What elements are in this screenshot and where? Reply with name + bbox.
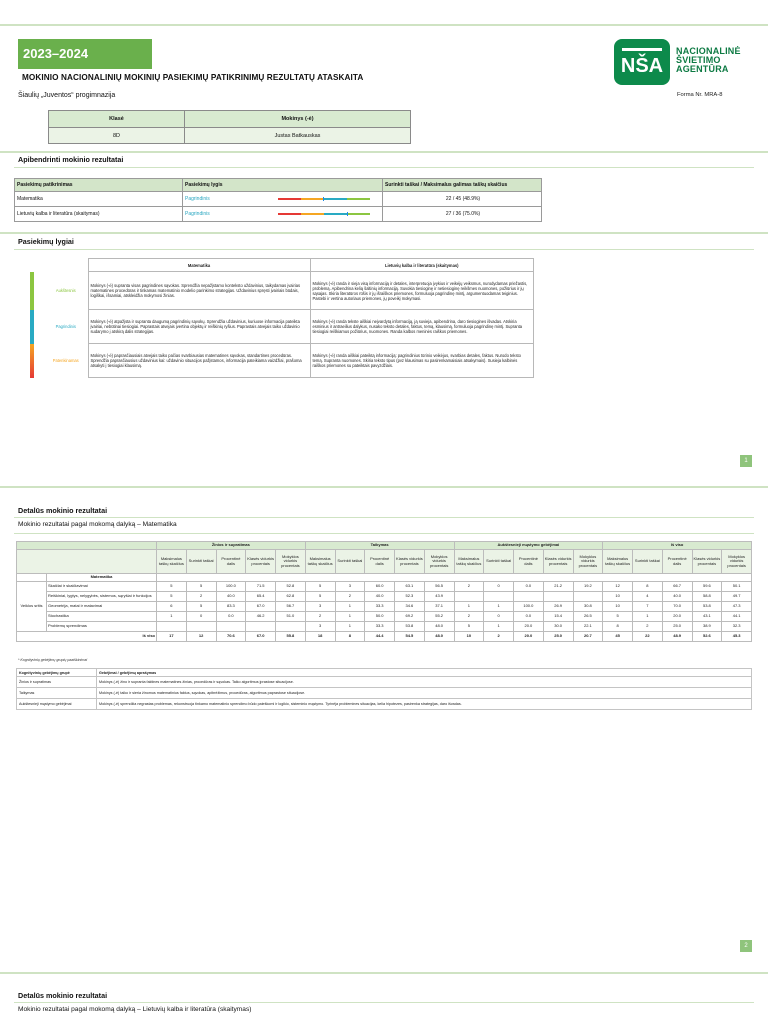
subcolumn-header: Mokyklos vidurkis procentais xyxy=(424,550,454,574)
total-label: Iš viso xyxy=(17,632,157,642)
agency-name-line-3: AGENTŪRA xyxy=(676,64,729,74)
details-heading: Detalūs mokinio rezultatai xyxy=(18,506,108,515)
table-cell: 33.3 xyxy=(365,622,395,632)
top-divider xyxy=(0,24,768,26)
level-math-desc: Mokinys (-ė) atpažįsta ir supranta daugumą pagrindinių sąvokų. Sprendžia uždavinius, kuriuose informacija pateikta įvairiai, nebūtinai tiesiogiai. Paprastais atvejais įvertina objektų ir reiškinių ryšius. Paprastais atvejais taiko uždavinio sudarymo į atskirą dalis strategijas. xyxy=(88,310,310,344)
table-cell: 70.0 xyxy=(662,602,692,612)
table-cell: 38.9 xyxy=(692,622,722,632)
subcolumn-header: Klasės vidurkis procentais xyxy=(395,550,425,574)
page-number: 2 xyxy=(740,940,752,952)
table-cell: 46.2 xyxy=(246,612,276,622)
agency-name xyxy=(676,47,741,74)
summary-level-cell xyxy=(183,207,383,222)
table-cell: 37.1 xyxy=(424,602,454,612)
section-divider xyxy=(0,972,768,974)
subject-row-fill xyxy=(157,574,752,582)
table-cell: 22.1 xyxy=(573,622,603,632)
table-cell: 83.3 xyxy=(216,602,246,612)
table-cell: 10 xyxy=(603,592,633,602)
details-subheading: Mokinio rezultatai pagal mokomą dalyką – Matematika xyxy=(18,521,177,528)
table-cell: 1 xyxy=(633,612,663,622)
table-cell: 30.0 xyxy=(543,622,573,632)
table-cell: 12 xyxy=(603,582,633,592)
level-name: Patenkinamas xyxy=(52,358,79,363)
table-cell: 33.3 xyxy=(365,602,395,612)
subcolumn-header: Maksimalus taškų skaičius xyxy=(157,550,187,574)
summary-heading: Apibendrinti mokinio rezultatai xyxy=(18,155,124,164)
table-cell xyxy=(543,592,573,602)
math-details-table xyxy=(16,541,752,642)
table-cell: 2 xyxy=(633,622,663,632)
summary-score: 22 / 45 (48.9%) xyxy=(383,192,542,207)
level-segment xyxy=(347,198,370,200)
legend-row xyxy=(17,688,752,699)
subcolumn-header: Maksimalus taškų skaičius xyxy=(454,550,484,574)
table-cell: 63.1 xyxy=(395,582,425,592)
table-cell: 65.4 xyxy=(246,592,276,602)
cognitive-legend-table xyxy=(16,668,752,710)
group-header: Aukštesnieji mąstymo gebėjimai xyxy=(454,542,603,550)
subcolumn-header: Mokyklos vidurkis procentais xyxy=(573,550,603,574)
table-cell xyxy=(454,592,484,602)
section-divider xyxy=(0,486,768,488)
level-segment xyxy=(278,198,301,200)
table-cell: 19.2 xyxy=(573,582,603,592)
level-progress-bar xyxy=(278,198,370,200)
table-cell: 5 xyxy=(305,592,335,602)
levels-heading: Pasiekimų lygiai xyxy=(18,237,74,246)
year-badge: 2023–2024 xyxy=(18,39,152,69)
table-cell: 1 xyxy=(157,612,187,622)
table-cell xyxy=(276,622,306,632)
legend-group: Žinios ir supratimas xyxy=(17,677,97,688)
summary-level: Pagrindinis xyxy=(185,211,210,217)
table-cell: 2 xyxy=(335,592,365,602)
table-cell: 56.7 xyxy=(276,602,306,612)
table-cell xyxy=(246,622,276,632)
group-header: Taikymas xyxy=(305,542,454,550)
subject-row-spacer xyxy=(17,574,47,582)
summary-col-test: Pasiekimų patikrinimas xyxy=(15,179,183,192)
table-cell: 59.6 xyxy=(692,582,722,592)
level-lit-desc: Mokinys (-ė) randa ir sieja visą informaciją ir detales, interpretuoja įvykius ir veikėjų veiksmus, nurodydamas priežastis, problemą. Apibendrina kelią šaltinių informaciją. Suvokia tiesioginę ir netiesioginę reikšmes nuomones, požiūrius ir jų sąsajas. Skiria literatūros rūšis ir jų išraiškos priemones, formuluoja pagrindinę mintį, argumentuodamas teiginius. Pastebi ir vertina autoriaus priemones, jų poveikį mokymasi. xyxy=(310,272,534,310)
total-cell: 70.6 xyxy=(216,632,246,642)
table-cell: 1 xyxy=(484,622,514,632)
total-cell: 18 xyxy=(305,632,335,642)
table-cell: 4 xyxy=(633,592,663,602)
table-cell: 53.8 xyxy=(395,622,425,632)
total-cell: 8 xyxy=(335,632,365,642)
table-row xyxy=(17,612,752,622)
class-header: Klasė xyxy=(49,111,185,128)
section-divider xyxy=(0,151,768,153)
table-cell: 52.3 xyxy=(395,592,425,602)
table-cell: 2 xyxy=(454,612,484,622)
subcolumn-header: Procentinė dalis xyxy=(662,550,692,574)
summary-level-cell xyxy=(183,192,383,207)
subcolumn-header: Maksimalus taškų skaičius xyxy=(603,550,633,574)
student-table xyxy=(48,110,411,144)
details-heading-rule xyxy=(14,517,754,518)
table-cell: 0 xyxy=(186,612,216,622)
table-cell: 43.1 xyxy=(692,612,722,622)
total-cell: 48.0 xyxy=(424,632,454,642)
table-cell: 53.8 xyxy=(692,602,722,612)
level-math-desc: Mokinys (-ė) paprasčiausiais atvejais taiko pačias svarbiausias matematines sąvokas, standartines procedūras. Sprendžia paprasčiausius uždavinius kai: uždavinio situacijos pažįstamos, informacija pateikiama vaizdžiai, prašoma atsakyti į tiesiogiai klausimą. xyxy=(88,344,310,378)
level-segment xyxy=(301,198,324,200)
table-cell: 40.0 xyxy=(365,592,395,602)
subcolumn-header: Surinkti taškai xyxy=(335,550,365,574)
table-cell: 100.0 xyxy=(216,582,246,592)
row-name: Stochastika xyxy=(47,612,157,622)
table-cell: 1 xyxy=(335,612,365,622)
legend-row xyxy=(17,699,752,710)
agency-name-line-2: ŠVIETIMO xyxy=(676,55,721,65)
table-cell xyxy=(216,622,246,632)
level-row xyxy=(44,344,534,378)
level-marker xyxy=(323,197,324,201)
table-cell: 26.9 xyxy=(543,602,573,612)
level-segment xyxy=(301,213,324,215)
table-cell: 67.0 xyxy=(246,602,276,612)
level-strip-basic xyxy=(30,310,34,344)
report-title: MOKINIO NACIONALINIŲ MOKINIŲ PASIEKIMŲ PATIKRINIMŲ REZULTATŲ ATASKAITA xyxy=(22,73,364,82)
table-cell: 66.7 xyxy=(662,582,692,592)
table-cell: 30.8 xyxy=(573,602,603,612)
legend-group: Aukštesnieji mąstymo gebėjimai xyxy=(17,699,97,710)
page-number: 1 xyxy=(740,455,752,467)
total-cell: 20.0 xyxy=(514,632,544,642)
group-corner xyxy=(17,542,157,550)
table-cell: 20.0 xyxy=(514,622,544,632)
total-cell: 10 xyxy=(454,632,484,642)
table-cell: 58.8 xyxy=(692,592,722,602)
level-lit-desc: Mokinys (-ė) randa aiškiai pateiktą informaciją: pagrindinius tūrinio veikėjus, svarbias detales, faktus. Nurodo teksto temą. Supranta nuomones. Skiria teksto tipus (pvz klausimas su pasirenkamaisiais atsakymais). Susieja kalbinės raiškos priemones su pateiktais pavyzdžiais. xyxy=(310,344,534,378)
table-cell: 1 xyxy=(335,622,365,632)
subject-label: Matematika xyxy=(47,574,157,582)
table-cell: 1 xyxy=(484,602,514,612)
subject-row xyxy=(17,574,752,582)
level-name: Pagrindinis xyxy=(55,324,76,329)
row-name: Skaičiai ir skaičiavimai xyxy=(47,582,157,592)
legend-desc: Mokinys (-ė) sprendžia negrastas problemas, rekonstruoja tinkamo matematinio sprendimo būdo paieškomi ir logikio, sisteminio mąstymo. Tyrinėja problemines situacijas, kelia hipotezes, pasirenka strategijas, daro išvadas. xyxy=(97,699,752,710)
total-cell: 20.7 xyxy=(573,632,603,642)
total-cell: 25.0 xyxy=(543,632,573,642)
total-cell: 12 xyxy=(186,632,216,642)
level-segment xyxy=(324,198,347,200)
table-cell: 5 xyxy=(603,612,633,622)
total-row xyxy=(17,632,752,642)
summary-col-score: Surinkti taškai / Maksimalus galimas taškų skaičius xyxy=(383,179,542,192)
level-marker xyxy=(347,212,348,216)
table-cell: 43.9 xyxy=(424,592,454,602)
level-name: Aukštesnis xyxy=(55,288,76,293)
nsa-logo xyxy=(614,39,670,85)
subcolumn-header: Surinkti taškai xyxy=(484,550,514,574)
table-cell: 5 xyxy=(454,622,484,632)
table-cell: 6 xyxy=(157,602,187,612)
table-cell: 44.1 xyxy=(722,612,752,622)
subcolumn-header-row xyxy=(17,550,752,574)
total-cell: 67.0 xyxy=(246,632,276,642)
subcolumn-header: Klasės vidurkis procentais xyxy=(246,550,276,574)
table-cell: 5 xyxy=(186,582,216,592)
table-cell: 2 xyxy=(186,592,216,602)
table-cell: 1 xyxy=(454,602,484,612)
subcolumn-header: Maksimalus taškų skaičius xyxy=(305,550,335,574)
table-cell: 40.0 xyxy=(216,592,246,602)
school-name: Šiaulių „Juventos“ progimnazija xyxy=(18,92,116,99)
subcolumn-header: Mokyklos vidurkis procentais xyxy=(722,550,752,574)
level-strip-high xyxy=(30,272,34,310)
table-cell: 0.0 xyxy=(216,612,246,622)
legend-row xyxy=(17,677,752,688)
table-cell: 8 xyxy=(633,582,663,592)
table-cell: 5 xyxy=(157,592,187,602)
summary-score: 27 / 36 (75.0%) xyxy=(383,207,542,222)
summary-subject: Lietuvių kalba ir literatūra (skaitymas) xyxy=(15,207,183,222)
total-cell: 48.9 xyxy=(662,632,692,642)
legend-col-group: Kognityvinių gebėjimų grupė xyxy=(17,669,97,677)
row-name: Geometrija, matai ir matavimai xyxy=(47,602,157,612)
level-lit-desc: Mokinys (-ė) randa tekste aiškiai neįvardytą informaciją, ją suvieja, apibendrina, daro tiesiogines išvadas. Atskiria esminius ir antraeilius dalykus, nusako teksto detales, faktus, temą, klausimą, formuluoja pagrindinę mintį. Supranta tiesiogiai reiškiamus požiūrius, nuomones. Randa kalbos meninės raiškos priemones. xyxy=(310,310,534,344)
levels-corner xyxy=(44,259,88,272)
table-cell: 0.0 xyxy=(514,582,544,592)
table-cell: 1 xyxy=(335,602,365,612)
total-cell: 44.4 xyxy=(365,632,395,642)
table-cell: 32.3 xyxy=(722,622,752,632)
form-number: Forma Nr. MRA-8 xyxy=(677,92,723,98)
table-cell xyxy=(514,592,544,602)
table-cell: 71.5 xyxy=(246,582,276,592)
total-cell: 22 xyxy=(633,632,663,642)
total-cell: 52.6 xyxy=(692,632,722,642)
table-cell: 48.0 xyxy=(424,622,454,632)
legend-col-desc: Gebėjimai / gebėjimų aprašymas xyxy=(97,669,752,677)
subcolumn-header: Mokyklos vidurkis procentais xyxy=(276,550,306,574)
summary-subject: Matematika xyxy=(15,192,183,207)
level-segment xyxy=(278,213,301,215)
subcolumn-header: Procentinė dalis xyxy=(216,550,246,574)
level-strip-satisfactory xyxy=(30,344,34,378)
table-cell: 60.0 xyxy=(365,582,395,592)
details2-subheading: Mokinio rezultatai pagal mokomą dalyką – Lietuvių kalba ir literatūra (skaitymas) xyxy=(18,1006,252,1013)
legend-desc: Mokinys (-ė) žino ir supranta faktines matematines žinias, procedūras ir sąvokas. Taiko algoritmus įprastose situacijose. xyxy=(97,677,752,688)
subcolumn-header: Procentinė dalis xyxy=(514,550,544,574)
summary-row xyxy=(15,207,542,222)
level-segment xyxy=(324,213,347,215)
class-value: 8D xyxy=(49,128,185,144)
table-cell: 100.0 xyxy=(514,602,544,612)
table-cell: 5 xyxy=(305,582,335,592)
table-cell: 3 xyxy=(335,582,365,592)
table-cell: 0.0 xyxy=(514,612,544,622)
summary-heading-rule xyxy=(14,167,754,168)
table-cell: 8 xyxy=(603,622,633,632)
total-cell: 55.8 xyxy=(276,632,306,642)
levels-col-math: Matematika xyxy=(88,259,310,272)
table-cell: 51.0 xyxy=(276,612,306,622)
level-progress-bar xyxy=(278,213,370,215)
table-cell xyxy=(573,592,603,602)
table-cell: 25.0 xyxy=(662,622,692,632)
table-cell: 55.2 xyxy=(424,612,454,622)
table-cell: 5 xyxy=(157,582,187,592)
nsa-logo-mark-icon xyxy=(614,39,670,85)
table-cell: 47.3 xyxy=(722,602,752,612)
group-header: Žinios ir supratimas xyxy=(157,542,306,550)
table-cell: 5 xyxy=(186,602,216,612)
table-cell: 34.6 xyxy=(395,602,425,612)
details2-heading: Detalūs mokinio rezultatai xyxy=(18,991,108,1000)
table-cell: 21.2 xyxy=(543,582,573,592)
subcolumn-header: Klasės vidurkis procentais xyxy=(692,550,722,574)
total-cell: 2 xyxy=(484,632,514,642)
total-cell: 17 xyxy=(157,632,187,642)
legend-group: Taikymas xyxy=(17,688,97,699)
table-cell: 52.8 xyxy=(276,582,306,592)
legend-desc: Mokinys (-ė) taiko ir sieria žinomus matematinius faktus, sąvokas, apibrėžimus, procedūras, algoritmus paprastose situacijose. xyxy=(97,688,752,699)
total-cell: 45.3 xyxy=(722,632,752,642)
svg-text:NŠA: NŠA xyxy=(620,55,664,77)
table-cell: 50.1 xyxy=(722,582,752,592)
table-cell xyxy=(484,592,514,602)
table-cell: 50.0 xyxy=(365,612,395,622)
table-cell: 3 xyxy=(305,602,335,612)
table-cell: 69.2 xyxy=(395,612,425,622)
subcolumn-header: Surinkti taškai xyxy=(186,550,216,574)
table-cell: 0 xyxy=(484,582,514,592)
summary-row xyxy=(15,192,542,207)
agency-name-line-1: NACIONALINĖ xyxy=(676,46,741,56)
table-cell: 62.8 xyxy=(276,592,306,602)
table-row xyxy=(17,622,752,632)
table-cell: 26.5 xyxy=(573,612,603,622)
footnote: * Kognityvinių gebėjimų grupių paaiškinimai xyxy=(18,658,88,662)
table-cell: 40.0 xyxy=(662,592,692,602)
table-cell: 2 xyxy=(454,582,484,592)
table-row xyxy=(17,602,752,612)
summary-level: Pagrindinis xyxy=(185,196,210,202)
total-cell: 45 xyxy=(603,632,633,642)
subcolumn-header: Klasės vidurkis procentais xyxy=(543,550,573,574)
levels-heading-rule xyxy=(14,249,754,250)
student-header: Mokinys (-ė) xyxy=(185,111,411,128)
table-row xyxy=(17,592,752,602)
level-segment xyxy=(347,213,370,215)
details2-heading-rule xyxy=(14,1002,754,1003)
levels-col-lit: Lietuvių kalba ir literatūra (skaitymas) xyxy=(310,259,534,272)
table-cell: 2 xyxy=(305,612,335,622)
row-name: Reiškiniai, lygtys, nelygybės, sistemos, sąryšiai ir funkcijos xyxy=(47,592,157,602)
table-cell: 3 xyxy=(305,622,335,632)
levels-table xyxy=(44,258,534,378)
table-cell: 56.5 xyxy=(424,582,454,592)
table-cell: 0 xyxy=(484,612,514,622)
student-value: Justas Batkauskas xyxy=(185,128,411,144)
row-name: Problemų sprendimas xyxy=(47,622,157,632)
table-cell xyxy=(186,622,216,632)
table-cell: 10 xyxy=(603,602,633,612)
details-subheading-rule xyxy=(14,533,754,534)
level-math-desc: Mokinys (-ė) supranta visas pagrindines sąvokas. Sprendžia nepažįstamo konteksto uždavinius, taikydamas įvairias matematines procedūras ir tinkamas matematinio modelio parinkimo strategijas. Uždavinius spręsti įvairiais būdais, logiškai, išsamiai, atskleidžia mokymosi žinias. xyxy=(88,272,310,310)
table-row xyxy=(17,582,752,592)
subcolumn-header: Surinkti taškai xyxy=(633,550,663,574)
level-row xyxy=(44,272,534,310)
table-cell xyxy=(157,622,187,632)
section-divider xyxy=(0,232,768,234)
summary-table xyxy=(14,178,542,222)
level-row xyxy=(44,310,534,344)
subcol-corner xyxy=(17,550,157,574)
table-cell: 15.4 xyxy=(543,612,573,622)
table-cell: 49.7 xyxy=(722,592,752,602)
total-cell: 54.5 xyxy=(395,632,425,642)
group-header-row xyxy=(17,542,752,550)
table-cell: 7 xyxy=(633,602,663,612)
group-header: Iš viso xyxy=(603,542,752,550)
area-label: Veiklos sritis xyxy=(17,582,47,632)
subcolumn-header: Procentinė dalis xyxy=(365,550,395,574)
summary-col-level: Pasiekimų lygis xyxy=(183,179,383,192)
table-cell: 20.0 xyxy=(662,612,692,622)
